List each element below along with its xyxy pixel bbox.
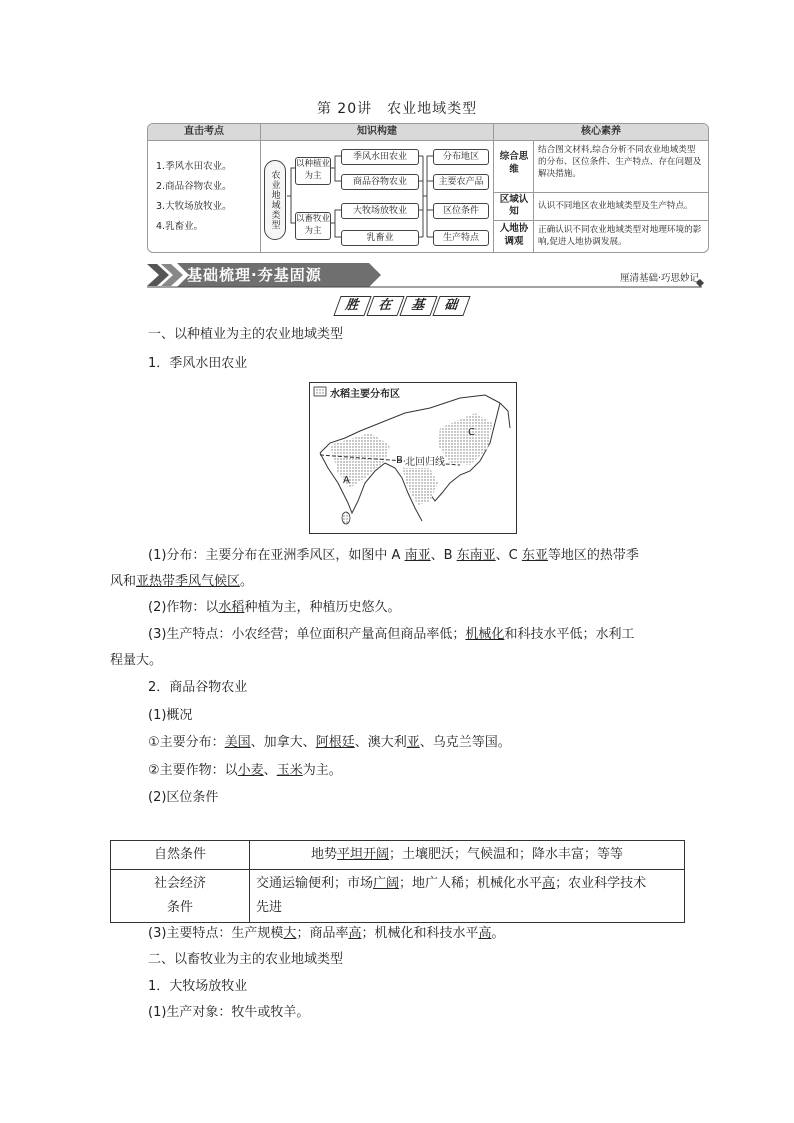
section-heading-1: 一、以种植业为主的农业地域类型 xyxy=(148,327,344,342)
header-suyang: 核心素养 xyxy=(494,124,708,140)
lesson-title: 第 20讲 农业地域类型 xyxy=(316,101,478,117)
sub-banner-char-2: 在 xyxy=(366,296,404,316)
kaodian-1: 1.季风水田农业。 xyxy=(156,161,232,172)
core-key-2: 区域认知 xyxy=(499,194,529,217)
aspect-1: 分布地区 xyxy=(433,149,489,165)
cond-label-social: 社会经济 条件 xyxy=(111,870,250,923)
core-text-1: 结合图文材料,综合分析不同农业地域类型的分布、区位条件、生产特点、存在问题及解决措施。 xyxy=(538,145,702,179)
type-1: 季风水田农业 xyxy=(341,149,419,165)
subsection-heading-1: 1．季风水田农业 xyxy=(148,356,248,371)
main-crop: ②主要作物：以小麦、玉米为主。 xyxy=(148,763,342,778)
overview-table xyxy=(147,123,709,253)
type-4: 乳畜业 xyxy=(341,230,419,246)
sub-banner xyxy=(337,296,467,316)
root-node: 农业地域类型 xyxy=(264,160,286,240)
sub-banner-char-3: 基 xyxy=(399,296,437,316)
branch-xumu: 以畜牧业为主 xyxy=(295,212,331,240)
aspect-3: 区位条件 xyxy=(433,203,489,219)
crop-line: (2)作物：以水稻种植为主，种植历史悠久。 xyxy=(148,600,401,615)
table-row xyxy=(111,870,685,923)
rice-distribution-map xyxy=(309,382,517,534)
location-conditions-table xyxy=(110,840,685,923)
label-b: B xyxy=(396,455,403,466)
feature-line-2: 程量大。 xyxy=(110,653,163,668)
header-kaodian: 直击考点 xyxy=(148,124,260,140)
section-heading-2: 二、以畜牧业为主的农业地域类型 xyxy=(148,952,344,967)
dist-line-2: 风和亚热带季风气候区。 xyxy=(110,574,254,589)
core-key-3: 人地协调观 xyxy=(499,223,529,247)
section-banner xyxy=(147,262,707,288)
cond-label-natural: 自然条件 xyxy=(111,841,250,870)
subsection-heading-2: 2．商品谷物农业 xyxy=(148,680,248,695)
production-object: (1)生产对象：牧牛或牧羊。 xyxy=(148,1005,310,1020)
aspect-4: 生产特点 xyxy=(433,230,489,246)
kaodian-2: 2.商品谷物农业。 xyxy=(156,181,232,192)
label-c: C xyxy=(468,427,475,438)
banner-title: 基础梳理·夯基固源 xyxy=(187,266,322,284)
sub-banner-char-1: 胜 xyxy=(333,296,371,316)
sub-banner-char-4: 础 xyxy=(432,296,470,316)
main-features: (3)主要特点：生产规模大；商品率高；机械化和科技水平高。 xyxy=(148,926,505,941)
core-key-1: 综合思维 xyxy=(499,151,529,175)
kaodian-3: 3.大牧场放牧业。 xyxy=(156,201,232,212)
dist-line-1: (1)分布：主要分布在亚洲季风区，如图中 A 南亚、B 东南亚、C 东亚等地区的热带季 xyxy=(148,548,639,563)
type-3: 大牧场放牧业 xyxy=(341,203,419,219)
feature-line-1: (3)生产特点：小农经营；单位面积产量高但商品率低；机械化和科技水平低；水利工 xyxy=(148,627,635,642)
map-legend: 水稻主要分布区 xyxy=(330,385,400,400)
banner-tag: 厘清基础·巧思妙记 xyxy=(619,273,699,284)
core-text-2: 认识不同地区农业地域类型及生产特点。 xyxy=(538,201,693,211)
core-text-3: 正确认识不同农业地域类型对地理环境的影响,促进人地协调发展。 xyxy=(538,225,702,247)
type-2: 商品谷物农业 xyxy=(341,174,419,190)
cond-social: 交通运输便利；市场广阔；地广人稀；机械化水平高；农业科学技术 先进 xyxy=(250,870,685,923)
cond-natural: 地势平坦开阔；土壤肥沃；气候温和；降水丰富；等等 xyxy=(250,841,685,870)
subsection-heading-3: 1．大牧场放牧业 xyxy=(148,979,248,994)
label-a: A xyxy=(343,475,350,486)
main-distribution: ①主要分布：美国、加拿大、阿根廷、澳大利亚、乌克兰等国。 xyxy=(148,735,511,750)
table-row xyxy=(111,841,685,870)
tropic-label: 北回归线 xyxy=(405,453,445,468)
kaodian-4: 4.乳畜业。 xyxy=(156,221,204,232)
quwei: (2)区位条件 xyxy=(148,790,219,805)
branch-zhongzhi: 以种植业为主 xyxy=(295,157,331,185)
aspect-2: 主要农产品 xyxy=(433,174,489,190)
header-zhishi: 知识构建 xyxy=(261,124,493,140)
gaikuang: (1)概况 xyxy=(148,708,193,723)
